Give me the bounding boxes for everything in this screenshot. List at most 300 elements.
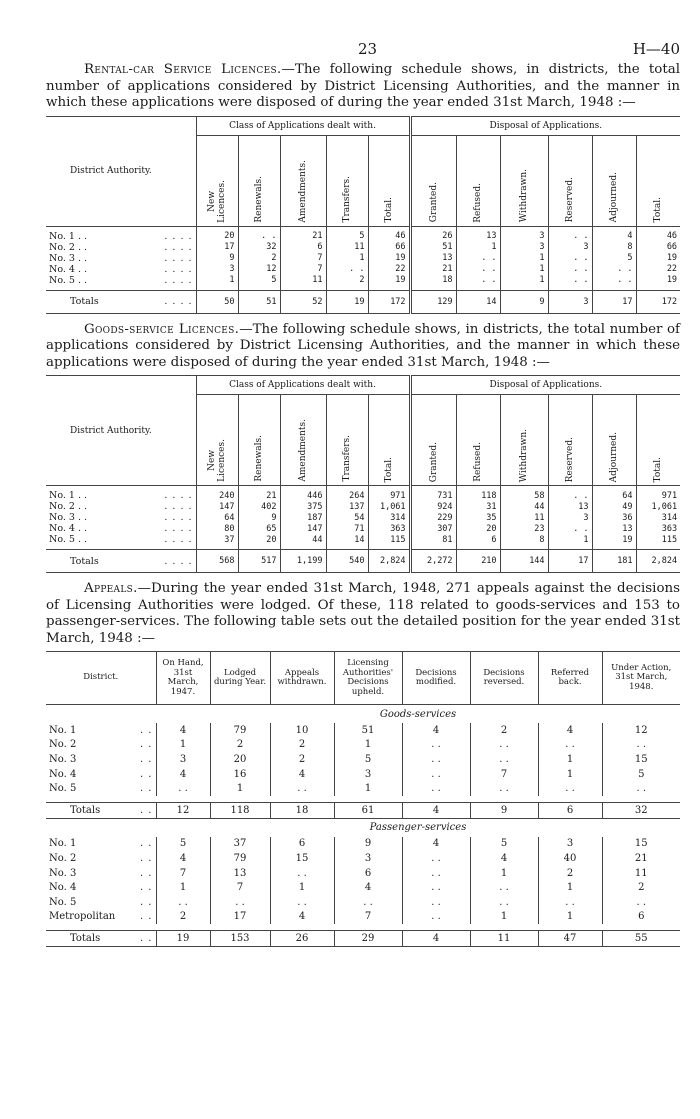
- section-row: [46, 705, 680, 724]
- table-cell: 147: [280, 523, 326, 534]
- district-name: No. 5 . .: [49, 534, 88, 545]
- table-cell: 17: [210, 910, 270, 925]
- table-cell: . .: [548, 264, 592, 275]
- column-header: Licensing Authorities' Decisions upheld.: [334, 652, 402, 705]
- column-header-label: Adjourned.: [609, 431, 620, 482]
- table-cell: 80: [196, 523, 238, 534]
- table-cell: 924: [410, 501, 456, 512]
- table-cell: 3: [500, 226, 548, 242]
- leader-dots: . . . .: [164, 534, 193, 545]
- column-header-label: Granted.: [428, 182, 439, 223]
- appeals-paragraph: [46, 581, 680, 647]
- table-cell: 13: [456, 226, 500, 242]
- table-cell: . .: [538, 781, 602, 796]
- leader-dots: . .: [139, 852, 153, 864]
- table-cell: 79: [210, 723, 270, 738]
- table-cell: 4: [270, 910, 334, 925]
- column-header: [238, 135, 280, 226]
- table-cell: 4: [270, 767, 334, 782]
- column-header: [196, 395, 238, 486]
- table-cell: 147: [196, 501, 238, 512]
- appeals-table: [46, 651, 680, 947]
- table-cell: 22: [636, 264, 680, 275]
- table-cell: 13: [548, 501, 592, 512]
- column-header: [368, 135, 410, 226]
- table-cell: 13: [592, 523, 636, 534]
- table-cell: 12: [602, 723, 680, 738]
- table-cell: 1: [326, 253, 368, 264]
- column-header: [410, 135, 456, 226]
- totals-cell: 129: [410, 290, 456, 313]
- table-cell: 20: [238, 534, 280, 550]
- district-name: No. 2: [49, 852, 77, 864]
- column-header: Referred back.: [538, 652, 602, 705]
- table-cell: . .: [402, 866, 470, 881]
- table-cell: 9: [334, 837, 402, 852]
- table-cell: 31: [456, 501, 500, 512]
- row-label: [46, 512, 196, 523]
- totals-cell: 540: [326, 550, 368, 573]
- table-cell: 375: [280, 501, 326, 512]
- table-cell: 44: [280, 534, 326, 550]
- table-cell: 11: [602, 866, 680, 881]
- table-cell: 35: [456, 512, 500, 523]
- totals-row: [46, 931, 680, 947]
- district-name: No. 4: [49, 768, 77, 780]
- row-label: [46, 264, 196, 275]
- table-cell: 4: [156, 723, 210, 738]
- totals-text: Totals: [70, 555, 99, 567]
- table-row: [46, 512, 680, 523]
- table-cell: 1: [334, 738, 402, 753]
- district-header: District Authority.: [46, 376, 196, 486]
- district-name: No. 3 . .: [49, 252, 88, 264]
- table-cell: . .: [602, 738, 680, 753]
- district-name: No. 4: [49, 882, 77, 894]
- totals-cell: 6: [538, 802, 602, 818]
- totals-cell: 17: [548, 550, 592, 573]
- table-cell: 115: [636, 534, 680, 550]
- row-label: [46, 723, 156, 738]
- column-header: [456, 135, 500, 226]
- table-cell: 264: [326, 486, 368, 502]
- totals-cell: 118: [210, 802, 270, 818]
- table-cell: . .: [602, 781, 680, 796]
- district-header: District Authority.: [46, 116, 196, 226]
- row-label: [46, 752, 156, 767]
- goods-service-paragraph: [46, 322, 680, 372]
- leader-dots: . .: [139, 724, 153, 736]
- appeals-data-table: [46, 651, 680, 947]
- district-name: No. 2 . .: [49, 241, 88, 253]
- table-cell: 6: [280, 242, 326, 253]
- table-cell: 3: [334, 767, 402, 782]
- totals-cell: 2,272: [410, 550, 456, 573]
- table-cell: 7: [210, 880, 270, 895]
- leader-dots: . . . .: [164, 512, 193, 523]
- table-cell: 36: [592, 512, 636, 523]
- totals-cell: 19: [326, 290, 368, 313]
- totals-cell: 172: [636, 290, 680, 313]
- table-cell: 2: [156, 910, 210, 925]
- table-cell: . .: [156, 895, 210, 910]
- totals-row: [46, 290, 680, 313]
- table-row: [46, 837, 680, 852]
- table-row: [46, 275, 680, 291]
- totals-text: Totals: [70, 932, 101, 944]
- totals-cell: 2,824: [368, 550, 410, 573]
- column-header: [592, 395, 636, 486]
- column-header: [636, 395, 680, 486]
- column-header-label: Adjourned.: [609, 172, 620, 223]
- column-header: [326, 395, 368, 486]
- table-cell: 3: [538, 837, 602, 852]
- table-cell: 1: [538, 880, 602, 895]
- column-header: [238, 395, 280, 486]
- column-header-label: Renewals.: [254, 435, 264, 482]
- table-cell: . .: [470, 781, 538, 796]
- table-cell: 5: [334, 752, 402, 767]
- column-header-label: New Licences.: [207, 179, 227, 223]
- table-cell: . .: [402, 851, 470, 866]
- disposal-group-header: Disposal of Applications.: [410, 116, 680, 135]
- leader-dots: . .: [139, 804, 153, 816]
- row-label: [46, 837, 156, 852]
- district-name: No. 2 . .: [49, 501, 88, 512]
- row-label: [46, 851, 156, 866]
- table-cell: 5: [156, 837, 210, 852]
- class-group-header: Class of Applications dealt with.: [196, 116, 410, 135]
- column-header: Decisions modified.: [402, 652, 470, 705]
- totals-cell: 47: [538, 931, 602, 947]
- table-cell: . .: [270, 895, 334, 910]
- table-cell: 1: [210, 781, 270, 796]
- table-cell: 3: [156, 752, 210, 767]
- table-cell: 46: [636, 226, 680, 242]
- row-label: [46, 226, 196, 242]
- table-cell: . .: [402, 767, 470, 782]
- totals-cell: 2,824: [636, 550, 680, 573]
- table-cell: 37: [210, 837, 270, 852]
- column-header: Under Action, 31st March, 1948.: [602, 652, 680, 705]
- district-name: No. 5: [49, 783, 77, 795]
- table-row: [46, 486, 680, 502]
- table-cell: 1: [538, 752, 602, 767]
- row-label: [46, 523, 196, 534]
- row-label: [46, 895, 156, 910]
- totals-cell: 153: [210, 931, 270, 947]
- table-cell: 1: [196, 275, 238, 291]
- table-cell: 66: [368, 242, 410, 253]
- table-row: [46, 851, 680, 866]
- row-label: [46, 242, 196, 253]
- totals-cell: 3: [548, 290, 592, 313]
- row-label: [46, 501, 196, 512]
- table-cell: 314: [636, 512, 680, 523]
- table-cell: 307: [410, 523, 456, 534]
- row-label: [46, 781, 156, 796]
- table-cell: . .: [238, 226, 280, 242]
- leader-dots: . . . .: [164, 252, 193, 264]
- column-header-label: Granted.: [428, 441, 439, 482]
- table-cell: 21: [238, 486, 280, 502]
- column-header: District.: [46, 652, 156, 705]
- totals-cell: 4: [402, 931, 470, 947]
- row-label: [46, 910, 156, 925]
- table-cell: 14: [326, 534, 368, 550]
- leader-dots: . . . .: [164, 490, 193, 501]
- table-cell: 6: [270, 837, 334, 852]
- table-cell: . .: [470, 895, 538, 910]
- totals-label: [46, 931, 156, 947]
- table-cell: 363: [368, 523, 410, 534]
- leader-dots: . . . .: [164, 501, 193, 512]
- table-cell: 51: [334, 723, 402, 738]
- table-cell: 2: [210, 738, 270, 753]
- rental-car-heading: Rental-car Service Licences.: [84, 62, 282, 77]
- section-title: Passenger-services: [369, 822, 467, 834]
- leader-dots: . .: [139, 838, 153, 850]
- table-cell: . .: [470, 880, 538, 895]
- table-cell: 3: [500, 242, 548, 253]
- table-cell: 23: [500, 523, 548, 534]
- table-cell: . .: [456, 253, 500, 264]
- table-cell: . .: [402, 910, 470, 925]
- table-cell: . .: [538, 895, 602, 910]
- table-row: [46, 738, 680, 753]
- rental-car-text: —The following schedule shows, in districts, the total number of applications considered by District Licensing Authorities, and the manner in which these applications were disposed of during the year ended 31st March, 1948 :—: [46, 62, 680, 110]
- appeals-text: —During the year ended 31st March, 1948, 271 appeals against the decisions of Licensing Authorities were lodged. Of these, 118 related to goods-services and 153 to passenger-services. The following table sets out the detailed position for the year ended 31st March, 1948 :—: [46, 581, 680, 646]
- table-cell: 11: [500, 512, 548, 523]
- table-cell: 2: [270, 752, 334, 767]
- district-name: No. 5: [49, 896, 77, 908]
- leader-dots: . .: [139, 882, 153, 894]
- totals-text: Totals: [70, 296, 99, 307]
- column-header-label: Transfers.: [342, 435, 352, 482]
- table-cell: 2: [470, 723, 538, 738]
- column-header-label: Total.: [653, 197, 664, 223]
- totals-label: [46, 290, 196, 313]
- totals-label: [46, 802, 156, 818]
- table-cell: 10: [270, 723, 334, 738]
- table-cell: 13: [210, 866, 270, 881]
- column-header: Lodged during Year.: [210, 652, 270, 705]
- column-header-label: Total.: [653, 456, 664, 482]
- table-row: [46, 264, 680, 275]
- table-row: [46, 880, 680, 895]
- leader-dots: . .: [139, 867, 153, 879]
- table-cell: 1,061: [368, 501, 410, 512]
- totals-cell: 18: [270, 802, 334, 818]
- table-cell: 21: [602, 851, 680, 866]
- table-cell: 2: [270, 738, 334, 753]
- district-name: No. 1 . .: [49, 230, 88, 242]
- column-header: [410, 395, 456, 486]
- totals-cell: 11: [470, 931, 538, 947]
- column-header-label: Total.: [383, 456, 394, 482]
- table-cell: 363: [636, 523, 680, 534]
- table-cell: 240: [196, 486, 238, 502]
- table-row: [46, 752, 680, 767]
- table-cell: 5: [592, 253, 636, 264]
- totals-cell: 61: [334, 802, 402, 818]
- table-cell: . .: [402, 738, 470, 753]
- table-row: [46, 781, 680, 796]
- district-name: No. 4 . .: [49, 263, 88, 275]
- totals-text: Totals: [70, 804, 101, 816]
- table-cell: . .: [402, 895, 470, 910]
- leader-dots: . .: [139, 911, 153, 923]
- table-cell: 9: [238, 512, 280, 523]
- table-cell: 19: [636, 275, 680, 291]
- table-cell: 1: [156, 880, 210, 895]
- table-cell: 3: [548, 242, 592, 253]
- table-cell: . .: [402, 880, 470, 895]
- column-header-label: Refused.: [473, 442, 484, 482]
- totals-cell: 1,199: [280, 550, 326, 573]
- district-name: No. 4 . .: [49, 523, 88, 534]
- table-cell: 19: [592, 534, 636, 550]
- table-cell: . .: [548, 275, 592, 291]
- totals-cell: 12: [156, 802, 210, 818]
- district-name: No. 1 . .: [49, 490, 88, 501]
- table-cell: 21: [280, 226, 326, 242]
- table-cell: 16: [210, 767, 270, 782]
- table-cell: 6: [334, 866, 402, 881]
- table-cell: 11: [326, 242, 368, 253]
- table-cell: 2: [326, 275, 368, 291]
- leader-dots: . .: [139, 739, 153, 751]
- totals-cell: 52: [280, 290, 326, 313]
- table-row: [46, 767, 680, 782]
- table-cell: 4: [402, 837, 470, 852]
- totals-cell: 172: [368, 290, 410, 313]
- section-row: [46, 818, 680, 837]
- table-cell: 971: [636, 486, 680, 502]
- district-name: No. 3: [49, 867, 77, 879]
- totals-cell: 568: [196, 550, 238, 573]
- district-name: No. 5 . .: [49, 274, 88, 286]
- column-header: [280, 135, 326, 226]
- table-cell: 26: [410, 226, 456, 242]
- district-name: No. 3 . .: [49, 512, 88, 523]
- table-row: [46, 895, 680, 910]
- column-header-label: Transfers.: [342, 175, 352, 223]
- table-cell: 17: [196, 242, 238, 253]
- table-cell: 1: [548, 534, 592, 550]
- table-cell: 71: [326, 523, 368, 534]
- column-header: [500, 395, 548, 486]
- goods-service-heading: Goods-service Licences.: [84, 321, 240, 337]
- table-cell: 15: [602, 752, 680, 767]
- totals-cell: 14: [456, 290, 500, 313]
- table-cell: 115: [368, 534, 410, 550]
- table-cell: . .: [470, 752, 538, 767]
- row-label: [46, 880, 156, 895]
- column-header: [280, 395, 326, 486]
- table-cell: 37: [196, 534, 238, 550]
- table-cell: 2: [602, 880, 680, 895]
- totals-cell: 26: [270, 931, 334, 947]
- table-cell: 1: [456, 242, 500, 253]
- table-cell: 46: [368, 226, 410, 242]
- table-cell: 137: [326, 501, 368, 512]
- table-cell: . .: [592, 275, 636, 291]
- table-cell: 44: [500, 501, 548, 512]
- totals-cell: 17: [592, 290, 636, 313]
- table-cell: 7: [470, 767, 538, 782]
- table-cell: 1: [156, 738, 210, 753]
- appeals-heading: Appeals.: [84, 581, 138, 596]
- leader-dots: . . . .: [164, 296, 193, 307]
- table-cell: 19: [368, 275, 410, 291]
- document-page: [46, 40, 680, 947]
- table-row: [46, 866, 680, 881]
- table-cell: 19: [636, 253, 680, 264]
- totals-cell: 144: [500, 550, 548, 573]
- table-cell: 4: [592, 226, 636, 242]
- leader-dots: . . . .: [164, 523, 193, 534]
- leader-dots: . . . .: [164, 555, 193, 567]
- leader-dots: . . . .: [164, 263, 193, 275]
- table-cell: 66: [636, 242, 680, 253]
- table-cell: . .: [548, 226, 592, 242]
- table-cell: 5: [602, 767, 680, 782]
- column-header-label: Amendments.: [298, 419, 308, 482]
- table-cell: 229: [410, 512, 456, 523]
- page-header: [46, 40, 680, 62]
- table-cell: . .: [210, 895, 270, 910]
- column-header-label: Total.: [383, 197, 394, 223]
- totals-cell: 4: [402, 802, 470, 818]
- table-row: [46, 534, 680, 550]
- table-cell: . .: [456, 264, 500, 275]
- column-header: On Hand, 31st March, 1947.: [156, 652, 210, 705]
- table-cell: 54: [326, 512, 368, 523]
- column-header: [500, 135, 548, 226]
- table-cell: 64: [196, 512, 238, 523]
- class-group-header: Class of Applications dealt with.: [196, 376, 410, 395]
- row-label: [46, 275, 196, 291]
- column-header-label: Reserved.: [565, 177, 576, 223]
- table-cell: 49: [592, 501, 636, 512]
- schedule-table: [46, 116, 680, 314]
- table-cell: . .: [592, 264, 636, 275]
- column-header-label: Withdrawn.: [519, 169, 530, 223]
- totals-label: [46, 550, 196, 573]
- totals-row: [46, 802, 680, 818]
- column-header-label: Renewals.: [254, 175, 264, 223]
- table-cell: 4: [538, 723, 602, 738]
- table-cell: 971: [368, 486, 410, 502]
- table-row: [46, 910, 680, 925]
- table-cell: 402: [238, 501, 280, 512]
- table-cell: 8: [592, 242, 636, 253]
- table-cell: 2: [238, 253, 280, 264]
- column-header-label: New Licences.: [207, 439, 227, 482]
- table-cell: 8: [500, 534, 548, 550]
- table-cell: 1: [500, 253, 548, 264]
- section-title: Goods-services: [379, 708, 457, 720]
- table-cell: . .: [270, 781, 334, 796]
- table-cell: 18: [410, 275, 456, 291]
- table-cell: 9: [196, 253, 238, 264]
- leader-dots: . .: [139, 783, 153, 795]
- table-cell: 58: [500, 486, 548, 502]
- row-label: [46, 486, 196, 502]
- district-name: No. 3: [49, 753, 77, 765]
- table-cell: 3: [196, 264, 238, 275]
